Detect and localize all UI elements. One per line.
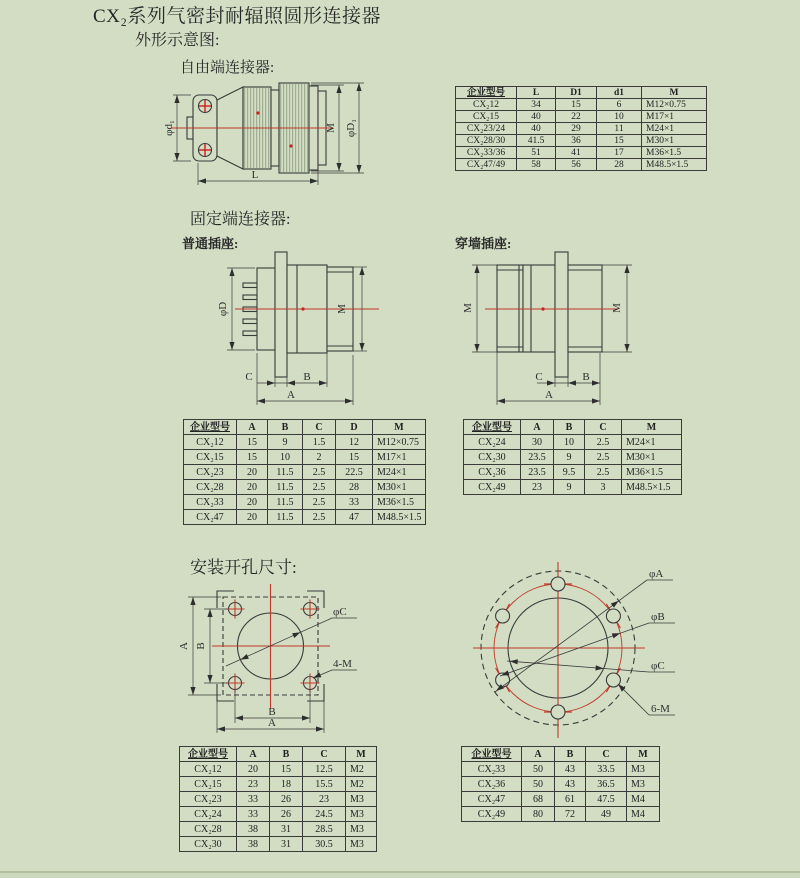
table-row bbox=[456, 159, 707, 171]
column-header: L bbox=[517, 87, 556, 99]
column-header: M bbox=[642, 87, 707, 99]
table-cell: 12.5 bbox=[303, 762, 346, 777]
table-cell: CX₂15 bbox=[184, 450, 237, 465]
column-header: C bbox=[585, 420, 622, 435]
table-cell: 20 bbox=[237, 495, 268, 510]
table-cell: 9 bbox=[554, 480, 585, 495]
table-row bbox=[184, 495, 426, 510]
dim-label-b: B bbox=[582, 371, 590, 383]
table-cell: M24×1 bbox=[622, 435, 682, 450]
table-cell: CX₂36 bbox=[464, 465, 521, 480]
table-cell: CX₂28 bbox=[184, 480, 237, 495]
table-cell: M48.5×1.5 bbox=[642, 159, 707, 171]
column-header: M bbox=[627, 747, 660, 762]
header-row bbox=[184, 420, 426, 435]
normal-socket-drawing bbox=[183, 243, 398, 411]
column-header: A bbox=[522, 747, 555, 762]
square-flange-drawing bbox=[176, 576, 444, 740]
column-header: A bbox=[237, 747, 270, 762]
dim-label-4m: 4-M bbox=[333, 658, 352, 670]
table-cell: CX₂28/30 bbox=[456, 135, 517, 147]
table-cell: 58 bbox=[517, 159, 556, 171]
table-cell: CX₂49 bbox=[462, 807, 522, 822]
table-cell: M30×1 bbox=[373, 480, 426, 495]
column-header: B bbox=[554, 420, 585, 435]
table-cell: 26 bbox=[270, 807, 303, 822]
table-cell: 2.5 bbox=[303, 465, 336, 480]
table-cell: 15 bbox=[336, 450, 373, 465]
wall-socket-drawing bbox=[450, 243, 650, 411]
table-cell: M36×1.5 bbox=[642, 147, 707, 159]
table-cell: 15 bbox=[237, 435, 268, 450]
table-cell: 17 bbox=[597, 147, 642, 159]
table-cell: 28.5 bbox=[303, 822, 346, 837]
table-cell: CX₂30 bbox=[180, 837, 237, 852]
table-row bbox=[456, 135, 707, 147]
dim-label-m: M bbox=[336, 304, 348, 314]
table-cell: CX₂12 bbox=[184, 435, 237, 450]
table-cell: 2.5 bbox=[303, 495, 336, 510]
table-cell: 20 bbox=[237, 465, 268, 480]
table-cell: 33 bbox=[336, 495, 373, 510]
column-header: M bbox=[373, 420, 426, 435]
table-cell: 9.5 bbox=[554, 465, 585, 480]
table-cell: M4 bbox=[627, 807, 660, 822]
section-label-outline: 外形示意图: bbox=[135, 32, 220, 49]
table-cell: 2.5 bbox=[585, 435, 622, 450]
table-cell: 40 bbox=[517, 123, 556, 135]
table-row bbox=[184, 435, 426, 450]
table-cell: 36.5 bbox=[586, 777, 627, 792]
dim-label-b-bottom: B bbox=[268, 706, 276, 718]
label-normal-socket: 普通插座: bbox=[182, 236, 239, 251]
table-cell: CX₂30 bbox=[464, 450, 521, 465]
column-header: A bbox=[521, 420, 554, 435]
mounting-small-dimension-table bbox=[179, 746, 377, 852]
dim-label-a: A bbox=[287, 389, 295, 401]
table-row bbox=[462, 807, 660, 822]
table-cell: M48.5×1.5 bbox=[373, 510, 426, 525]
table-cell: 38 bbox=[237, 822, 270, 837]
table-cell: 50 bbox=[522, 777, 555, 792]
table-row bbox=[184, 450, 426, 465]
dim-label-l: L bbox=[251, 169, 259, 181]
column-header: D bbox=[336, 420, 373, 435]
column-header: M bbox=[622, 420, 682, 435]
table-row bbox=[464, 435, 682, 450]
table-cell: 2.5 bbox=[585, 465, 622, 480]
header-row bbox=[456, 87, 707, 99]
table-cell: 24.5 bbox=[303, 807, 346, 822]
table-cell: 38 bbox=[237, 837, 270, 852]
table-row bbox=[184, 510, 426, 525]
table-cell: M3 bbox=[627, 777, 660, 792]
table-cell: M24×1 bbox=[373, 465, 426, 480]
table-cell: CX₂23 bbox=[180, 792, 237, 807]
normal-socket-dimension-table bbox=[183, 419, 426, 525]
table-cell: 20 bbox=[237, 510, 268, 525]
table-cell: CX₂23/24 bbox=[456, 123, 517, 135]
table-cell: 29 bbox=[556, 123, 597, 135]
table-cell: 43 bbox=[555, 777, 586, 792]
table-cell: 15.5 bbox=[303, 777, 346, 792]
table-cell: 6 bbox=[597, 99, 642, 111]
table-cell: M3 bbox=[346, 807, 377, 822]
table-cell: CX₂15 bbox=[180, 777, 237, 792]
table-cell: M48.5×1.5 bbox=[622, 480, 682, 495]
table-cell: 40 bbox=[517, 111, 556, 123]
table-cell: 49 bbox=[586, 807, 627, 822]
table-row bbox=[456, 111, 707, 123]
header-row bbox=[464, 420, 682, 435]
table-cell: M17×1 bbox=[373, 450, 426, 465]
table-cell: M3 bbox=[346, 822, 377, 837]
dim-label-a-bottom: A bbox=[268, 717, 276, 729]
table-cell: 10 bbox=[597, 111, 642, 123]
table-cell: 30.5 bbox=[303, 837, 346, 852]
table-cell: 9 bbox=[554, 450, 585, 465]
table-cell: 22 bbox=[556, 111, 597, 123]
table-cell: CX₂24 bbox=[180, 807, 237, 822]
table-cell: 10 bbox=[268, 450, 303, 465]
table-row bbox=[180, 792, 377, 807]
table-cell: 2.5 bbox=[585, 450, 622, 465]
table-cell: M17×1 bbox=[642, 111, 707, 123]
table-cell: CX₂33/36 bbox=[456, 147, 517, 159]
table-row bbox=[456, 99, 707, 111]
dim-label-d: φD bbox=[217, 301, 229, 317]
dim-label-d1: φd₁ bbox=[163, 120, 175, 136]
table-cell: 33.5 bbox=[586, 762, 627, 777]
label-wall-socket: 穿墙插座: bbox=[455, 236, 512, 251]
table-cell: 36 bbox=[556, 135, 597, 147]
table-cell: CX₂33 bbox=[184, 495, 237, 510]
dim-label-a-side: A bbox=[178, 642, 190, 650]
column-header: D1 bbox=[556, 87, 597, 99]
column-header: 企业型号 bbox=[180, 747, 237, 762]
dim-label-D1: φD₁ bbox=[345, 118, 357, 138]
table-cell: 11 bbox=[597, 123, 642, 135]
table-row bbox=[462, 762, 660, 777]
table-cell: M4 bbox=[627, 792, 660, 807]
dim-label-c: φC bbox=[333, 606, 347, 618]
table-cell: 47.5 bbox=[586, 792, 627, 807]
dim-label-m: M bbox=[325, 123, 337, 133]
column-header: B bbox=[555, 747, 586, 762]
column-header: d1 bbox=[597, 87, 642, 99]
table-cell: M2 bbox=[346, 762, 377, 777]
table-cell: CX₂24 bbox=[464, 435, 521, 450]
table-cell: 23.5 bbox=[521, 465, 554, 480]
table-cell: 23 bbox=[521, 480, 554, 495]
table-cell: 10 bbox=[554, 435, 585, 450]
table-cell: 61 bbox=[555, 792, 586, 807]
column-header: M bbox=[346, 747, 377, 762]
section-label-fixed-end: 固定端连接器: bbox=[190, 211, 291, 228]
wall-socket-dimension-table bbox=[463, 419, 682, 495]
table-cell: 30 bbox=[521, 435, 554, 450]
dim-label-c: C bbox=[535, 371, 543, 383]
table-cell: 43 bbox=[555, 762, 586, 777]
column-header: C bbox=[303, 747, 346, 762]
table-cell: 15 bbox=[237, 450, 268, 465]
table-cell: M2 bbox=[346, 777, 377, 792]
table-cell: CX₂49 bbox=[464, 480, 521, 495]
table-row bbox=[180, 807, 377, 822]
dim-label-c: φC bbox=[651, 660, 665, 672]
table-cell: CX₂47 bbox=[462, 792, 522, 807]
page-title: CX₂系列气密封耐辐照圆形连接器 bbox=[93, 6, 382, 27]
table-cell: 23 bbox=[237, 777, 270, 792]
table-cell: 23 bbox=[303, 792, 346, 807]
table-cell: 2.5 bbox=[303, 480, 336, 495]
table-row bbox=[180, 822, 377, 837]
free-end-dimension-table bbox=[455, 86, 707, 171]
table-cell: CX₂33 bbox=[462, 762, 522, 777]
dim-label-b-side: B bbox=[195, 642, 207, 650]
table-cell: 11.5 bbox=[268, 480, 303, 495]
table-row bbox=[464, 480, 682, 495]
table-cell: 15 bbox=[270, 762, 303, 777]
table-cell: 12 bbox=[336, 435, 373, 450]
column-header: A bbox=[237, 420, 268, 435]
table-row bbox=[462, 792, 660, 807]
dim-label-6m: 6-M bbox=[651, 703, 670, 715]
table-cell: 1.5 bbox=[303, 435, 336, 450]
header-row bbox=[180, 747, 377, 762]
table-cell: 11.5 bbox=[268, 465, 303, 480]
table-cell: CX₂23 bbox=[184, 465, 237, 480]
table-cell: 22.5 bbox=[336, 465, 373, 480]
table-cell: 33 bbox=[237, 807, 270, 822]
table-cell: M12×0.75 bbox=[373, 435, 426, 450]
table-cell: 31 bbox=[270, 837, 303, 852]
section-label-free-end: 自由端连接器: bbox=[180, 60, 275, 76]
table-cell: 72 bbox=[555, 807, 586, 822]
dim-label-a: φA bbox=[649, 568, 664, 580]
table-cell: 33 bbox=[237, 792, 270, 807]
table-row bbox=[180, 837, 377, 852]
table-cell: 15 bbox=[597, 135, 642, 147]
table-cell: 11.5 bbox=[268, 510, 303, 525]
table-cell: M30×1 bbox=[642, 135, 707, 147]
table-cell: 31 bbox=[270, 822, 303, 837]
table-cell: 2 bbox=[303, 450, 336, 465]
page-bottom-edge bbox=[0, 871, 800, 878]
column-header: 企业型号 bbox=[184, 420, 237, 435]
table-cell: 23.5 bbox=[521, 450, 554, 465]
column-header: C bbox=[586, 747, 627, 762]
column-header: B bbox=[268, 420, 303, 435]
column-header: C bbox=[303, 420, 336, 435]
table-cell: M36×1.5 bbox=[622, 465, 682, 480]
table-cell: 28 bbox=[597, 159, 642, 171]
table-cell: M3 bbox=[346, 837, 377, 852]
dim-label-m-left: M bbox=[462, 303, 474, 313]
table-row bbox=[180, 777, 377, 792]
table-row bbox=[456, 123, 707, 135]
table-cell: CX₂12 bbox=[180, 762, 237, 777]
table-cell: CX₂15 bbox=[456, 111, 517, 123]
section-label-mounting: 安装开孔尺寸: bbox=[190, 558, 297, 577]
table-cell: 3 bbox=[585, 480, 622, 495]
table-row bbox=[462, 777, 660, 792]
dim-label-c: C bbox=[245, 371, 253, 383]
table-row bbox=[464, 450, 682, 465]
table-cell: M36×1.5 bbox=[373, 495, 426, 510]
column-header: 企业型号 bbox=[464, 420, 521, 435]
dim-label-b: B bbox=[303, 371, 311, 383]
table-cell: 20 bbox=[237, 762, 270, 777]
table-cell: 2.5 bbox=[303, 510, 336, 525]
table-cell: 41 bbox=[556, 147, 597, 159]
table-row bbox=[456, 147, 707, 159]
table-cell: M3 bbox=[346, 792, 377, 807]
table-cell: 18 bbox=[270, 777, 303, 792]
table-cell: 9 bbox=[268, 435, 303, 450]
table-cell: CX₂28 bbox=[180, 822, 237, 837]
table-cell: 80 bbox=[522, 807, 555, 822]
table-cell: M3 bbox=[627, 762, 660, 777]
table-cell: M30×1 bbox=[622, 450, 682, 465]
column-header: B bbox=[270, 747, 303, 762]
free-end-connector-drawing bbox=[163, 73, 445, 195]
table-cell: 26 bbox=[270, 792, 303, 807]
table-cell: CX₂47/49 bbox=[456, 159, 517, 171]
column-header: 企业型号 bbox=[456, 87, 517, 99]
table-cell: 56 bbox=[556, 159, 597, 171]
table-cell: 41.5 bbox=[517, 135, 556, 147]
table-row bbox=[184, 480, 426, 495]
table-cell: 11.5 bbox=[268, 495, 303, 510]
mounting-large-dimension-table bbox=[461, 746, 660, 822]
table-cell: 51 bbox=[517, 147, 556, 159]
round-flange-drawing bbox=[463, 556, 693, 751]
table-row bbox=[180, 762, 377, 777]
table-cell: M24×1 bbox=[642, 123, 707, 135]
dim-label-b: φB bbox=[651, 611, 665, 623]
column-header: 企业型号 bbox=[462, 747, 522, 762]
table-cell: 20 bbox=[237, 480, 268, 495]
table-cell: 47 bbox=[336, 510, 373, 525]
dim-label-a: A bbox=[545, 389, 553, 401]
header-row bbox=[462, 747, 660, 762]
table-cell: 68 bbox=[522, 792, 555, 807]
table-cell: 15 bbox=[556, 99, 597, 111]
socket-body bbox=[497, 252, 602, 377]
table-cell: CX₂36 bbox=[462, 777, 522, 792]
table-cell: 28 bbox=[336, 480, 373, 495]
table-cell: M12×0.75 bbox=[642, 99, 707, 111]
table-cell: 50 bbox=[522, 762, 555, 777]
table-cell: 34 bbox=[517, 99, 556, 111]
dim-label-m-right: M bbox=[611, 303, 623, 313]
table-row bbox=[464, 465, 682, 480]
table-cell: CX₂12 bbox=[456, 99, 517, 111]
table-cell: CX₂47 bbox=[184, 510, 237, 525]
table-row bbox=[184, 465, 426, 480]
